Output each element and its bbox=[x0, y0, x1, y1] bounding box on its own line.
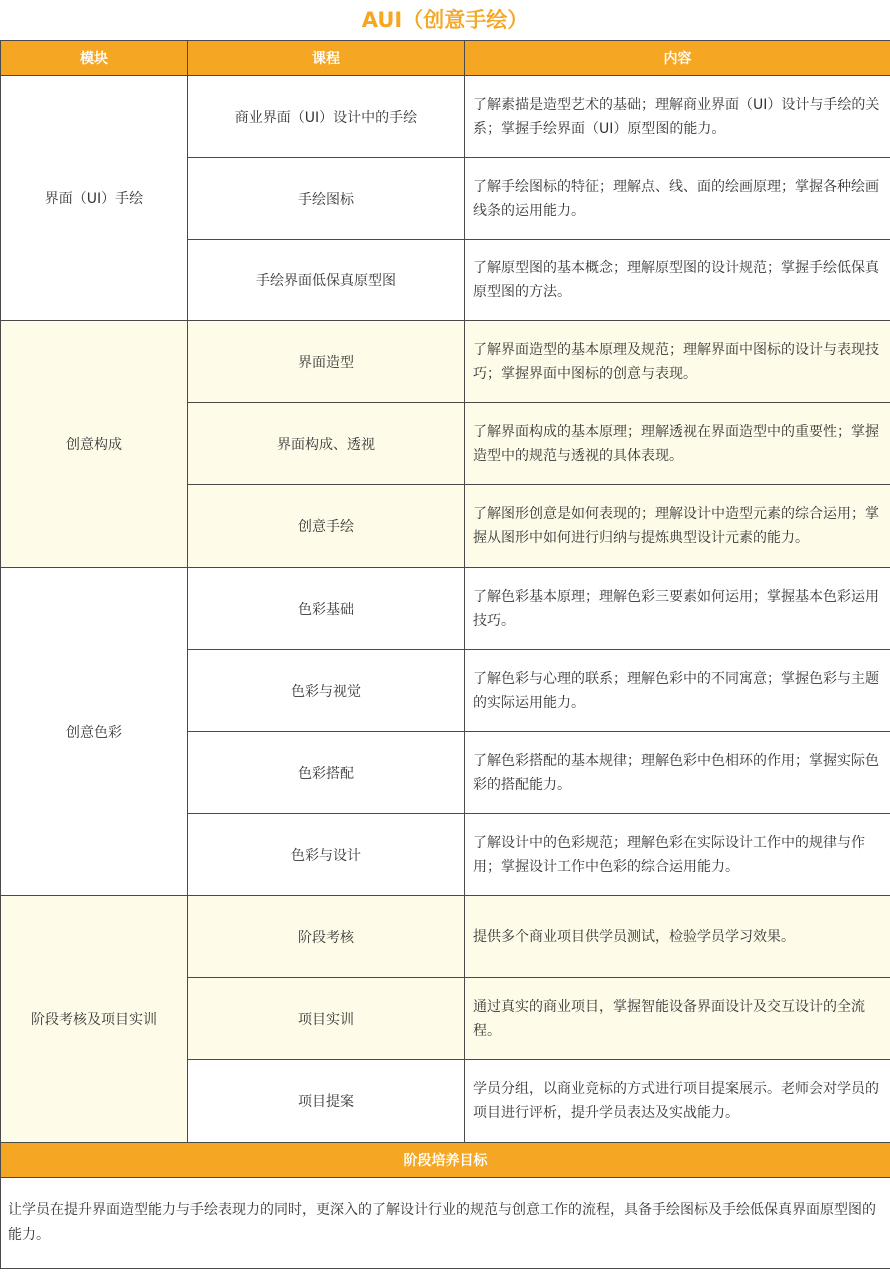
course-cell: 创意手绘 bbox=[188, 485, 465, 568]
content-cell: 了解色彩搭配的基本规律；理解色彩中色相环的作用；掌握实际色彩的搭配能力。 bbox=[465, 732, 890, 814]
content-cell: 了解图形创意是如何表现的；理解设计中造型元素的综合运用；掌握从图形中如何进行归纳与提炼典型设计元素的能力。 bbox=[465, 485, 890, 568]
module-cell-assessment-training: 阶段考核及项目实训 bbox=[1, 896, 188, 1143]
module-cell-ui-handdrawing: 界面（UI）手绘 bbox=[1, 76, 188, 321]
header-content: 内容 bbox=[465, 41, 890, 76]
goal-heading: 阶段培养目标 bbox=[1, 1143, 890, 1178]
table-row bbox=[1, 321, 890, 403]
content-cell: 通过真实的商业项目，掌握智能设备界面设计及交互设计的全流程。 bbox=[465, 978, 890, 1060]
content-cell: 了解设计中的色彩规范；理解色彩在实际设计工作中的规律与作用；掌握设计工作中色彩的综合运用能力。 bbox=[465, 814, 890, 896]
course-cell: 色彩与视觉 bbox=[188, 650, 465, 732]
course-cell: 项目提案 bbox=[188, 1060, 465, 1143]
content-cell: 学员分组，以商业竞标的方式进行项目提案展示。老师会对学员的项目进行评析，提升学员表达及实战能力。 bbox=[465, 1060, 890, 1143]
course-cell: 界面构成、透视 bbox=[188, 403, 465, 485]
course-cell: 阶段考核 bbox=[188, 896, 465, 978]
course-cell: 色彩搭配 bbox=[188, 732, 465, 814]
module-cell-creative-composition: 创意构成 bbox=[1, 321, 188, 568]
content-cell: 了解界面构成的基本原理；理解透视在界面造型中的重要性；掌握造型中的规范与透视的具体表现。 bbox=[465, 403, 890, 485]
header-module: 模块 bbox=[1, 41, 188, 76]
course-cell: 商业界面（UI）设计中的手绘 bbox=[188, 76, 465, 158]
course-cell: 手绘界面低保真原型图 bbox=[188, 240, 465, 321]
course-cell: 色彩与设计 bbox=[188, 814, 465, 896]
content-cell: 了解色彩与心理的联系；理解色彩中的不同寓意；掌握色彩与主题的实际运用能力。 bbox=[465, 650, 890, 732]
goal-text-row bbox=[1, 1178, 890, 1269]
goal-heading-row bbox=[1, 1143, 890, 1178]
table-row bbox=[1, 568, 890, 650]
table-header-row bbox=[1, 41, 890, 76]
course-cell: 项目实训 bbox=[188, 978, 465, 1060]
content-cell: 提供多个商业项目供学员测试，检验学员学习效果。 bbox=[465, 896, 890, 978]
content-cell: 了解界面造型的基本原理及规范；理解界面中图标的设计与表现技巧；掌握界面中图标的创意与表现。 bbox=[465, 321, 890, 403]
module-cell-creative-color: 创意色彩 bbox=[1, 568, 188, 896]
page-title: AUI（创意手绘） bbox=[361, 8, 529, 32]
header-course: 课程 bbox=[188, 41, 465, 76]
goal-text: 让学员在提升界面造型能力与手绘表现力的同时，更深入的了解设计行业的规范与创意工作的流程，具备手绘图标及手绘低保真界面原型图的能力。 bbox=[1, 1178, 890, 1269]
course-cell: 手绘图标 bbox=[188, 158, 465, 240]
content-cell: 了解色彩基本原理；理解色彩三要素如何运用；掌握基本色彩运用技巧。 bbox=[465, 568, 890, 650]
curriculum-table bbox=[0, 40, 890, 1269]
course-cell: 界面造型 bbox=[188, 321, 465, 403]
content-cell: 了解原型图的基本概念；理解原型图的设计规范；掌握手绘低保真原型图的方法。 bbox=[465, 240, 890, 321]
table-row bbox=[1, 76, 890, 158]
content-cell: 了解素描是造型艺术的基础；理解商业界面（UI）设计与手绘的关系；掌握手绘界面（UI）原型图的能力。 bbox=[465, 76, 890, 158]
content-cell: 了解手绘图标的特征；理解点、线、面的绘画原理；掌握各种绘画线条的运用能力。 bbox=[465, 158, 890, 240]
course-cell: 色彩基础 bbox=[188, 568, 465, 650]
table-row bbox=[1, 896, 890, 978]
